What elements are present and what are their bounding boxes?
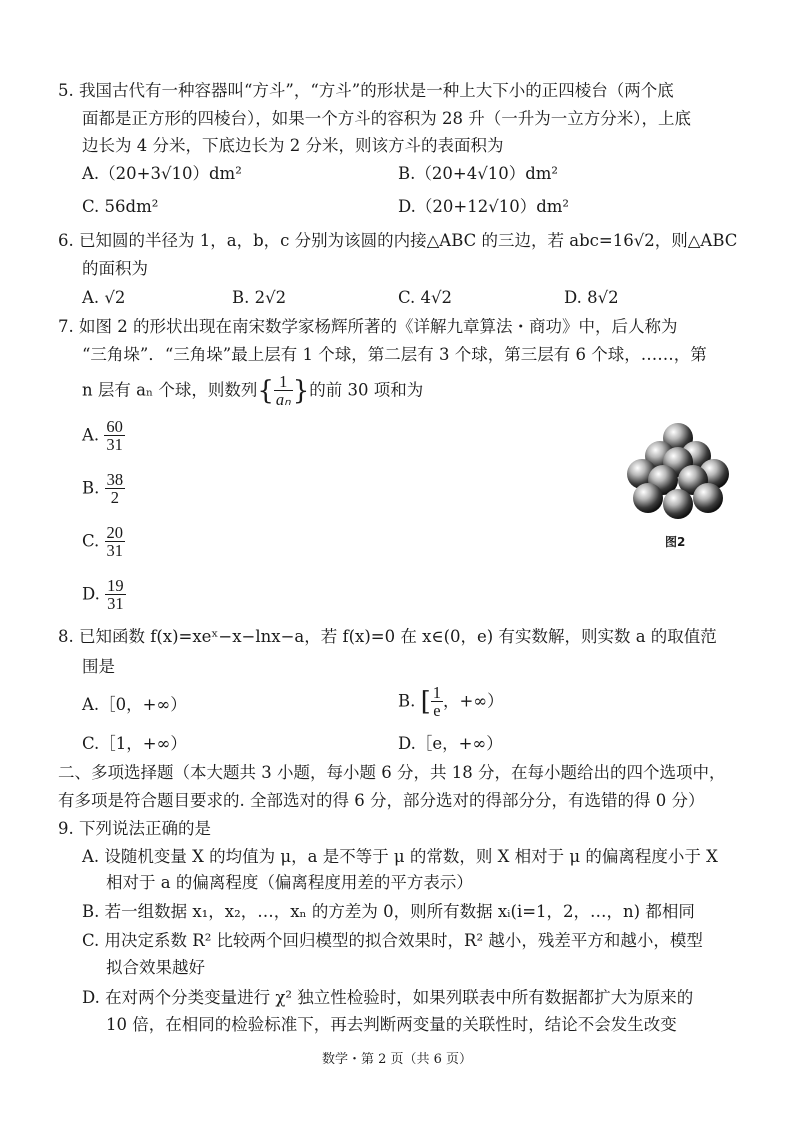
q7-d-numerator: 19 <box>107 576 124 595</box>
q9-option-c-line2: 拟合效果越好 <box>106 958 205 977</box>
figure-caption: 图2 <box>665 535 686 549</box>
q7-option-b-fraction <box>105 471 126 507</box>
q6-option-b: B. 2√2 <box>232 288 287 307</box>
q7-c-denominator: 31 <box>106 541 124 561</box>
q7-stem-line3-a: n 层有 aₙ 个球，则数列 <box>82 380 258 400</box>
ball <box>693 483 723 513</box>
q7-option-c-fraction <box>105 524 126 560</box>
q5-stem-line3: 边长为 4 分米，下底边长为 2 分米，则该方斗的表面积为 <box>82 136 504 155</box>
q5-stem-line2: 面都是正方形的四棱台），如果一个方斗的容积为 28 升（一升为一立方分米），上底 <box>82 109 691 128</box>
q7-c-numerator: 20 <box>106 523 124 542</box>
q7-d-denominator: 31 <box>107 594 124 614</box>
q9-stem: 9. 下列说法正确的是 <box>58 819 211 838</box>
q6-option-c: C. 4√2 <box>398 288 453 307</box>
right-brace: } <box>292 375 310 406</box>
q7-option-c <box>82 524 125 560</box>
q7-option-a-fraction <box>104 418 125 454</box>
q7-option-d-label: D. <box>82 584 100 604</box>
q8-option-b-after: ，+∞） <box>443 691 504 711</box>
ball <box>633 483 663 513</box>
q9-option-d-line2: 10 倍，在相同的检验标准下，再去判断两变量的关联性时，结论不会发生改变 <box>106 1015 677 1034</box>
q8-option-b <box>398 684 504 720</box>
q7-option-b-label: B. <box>82 478 100 498</box>
triangular-ball-pile-figure <box>618 418 738 528</box>
q6-stem-line1: 6. 已知圆的半径为 1，a，b，c 分别为该圆的内接△ABC 的三边，若 abc=16√2，则△ABC <box>58 231 738 250</box>
q8-stem-line1: 8. 已知函数 f(x)=xeˣ−x−lnx−a，若 f(x)=0 在 x∈(0，e) 有实数解，则实数 a 的取值范 <box>58 627 717 646</box>
q6-option-a: A. √2 <box>82 288 126 307</box>
q5-option-a: A.（20+3√10）dm² <box>82 164 242 183</box>
q7-stem-line2: “三角垛”．“三角垛”最上层有 1 个球，第二层有 3 个球，第三层有 6 个球，……，第 <box>82 345 707 364</box>
q8-option-a: A.［0，+∞） <box>82 695 187 714</box>
ball <box>663 489 693 519</box>
q7-option-a <box>82 418 125 454</box>
q7-stem-line3 <box>82 373 423 409</box>
q6-stem-line2: 的面积为 <box>82 259 148 278</box>
q9-option-a-line1: A. 设随机变量 X 的均值为 μ，a 是不等于 μ 的常数，则 X 相对于 μ 的偏离程度小于 X <box>82 847 718 866</box>
q6-option-d: D. 8√2 <box>564 288 619 307</box>
q7-option-c-label: C. <box>82 531 100 551</box>
q8-option-c: C.［1，+∞） <box>82 734 187 753</box>
q5-stem-line1: 5. 我国古代有一种容器叫“方斗”，“方斗”的形状是一种上大下小的正四棱台（两个底 <box>58 81 674 100</box>
left-brace: { <box>257 375 274 406</box>
q7-option-b <box>82 471 125 507</box>
q8-stem-line2: 围是 <box>82 657 115 676</box>
q8-option-b-label: B. <box>398 691 416 711</box>
q7-stem-line3-b: 的前 30 项和为 <box>309 380 424 400</box>
q5-option-c: C. 56dm² <box>82 197 159 216</box>
q9-option-d-line1: D. 在对两个分类变量进行 χ² 独立性检验时，如果列联表中所有数据都扩大为原来的 <box>82 988 694 1007</box>
q7-option-a-label: A. <box>82 425 100 445</box>
q5-option-b: B.（20+4√10）dm² <box>398 164 559 183</box>
q8-b-fraction: $\frac{1}{e}$ <box>432 683 442 721</box>
section2-heading-line1: 二、多项选择题（本大题共 3 小题，每小题 6 分，共 18 分，在每小题给出的四个选项中， <box>58 763 726 782</box>
section2-heading-line2: 有多项是符合题目要求的. 全部选对的得 6 分，部分选对的得部分分，有选错的得 0 分） <box>58 791 705 810</box>
q7-option-d <box>82 577 126 613</box>
q7-b-numerator: 38 <box>106 470 124 489</box>
q7-b-denominator: 2 <box>110 488 119 508</box>
page-footer: 数学・第 2 页（共 6 页） <box>321 1052 473 1067</box>
sequence-fraction: $\frac{1}{\text{aₙ}}$ <box>275 372 291 410</box>
q8-option-d: D.［e，+∞） <box>398 734 503 753</box>
q7-option-d-fraction <box>105 577 126 613</box>
q7-a-numerator: 60 <box>106 417 123 436</box>
q7-a-denominator: 31 <box>106 435 123 455</box>
q9-option-c-line1: C. 用决定系数 R² 比较两个回归模型的拟合效果时，R² 越小，残差平方和越小，模型 <box>82 931 703 950</box>
q9-option-a-line2: 相对于 a 的偏离程度（偏离程度用差的平方表示） <box>106 873 473 892</box>
left-bracket: [ <box>420 686 431 717</box>
q9-option-b: B. 若一组数据 x₁，x₂，…，xₙ 的方差为 0，则所有数据 xᵢ(i=1，2，…，n) 都相同 <box>82 902 695 921</box>
q7-stem-line1: 7. 如图 2 的形状出现在南宋数学家杨辉所著的《详解九章算法・商功》中，后人称为 <box>58 317 678 336</box>
q5-option-d: D.（20+12√10）dm² <box>398 197 570 216</box>
